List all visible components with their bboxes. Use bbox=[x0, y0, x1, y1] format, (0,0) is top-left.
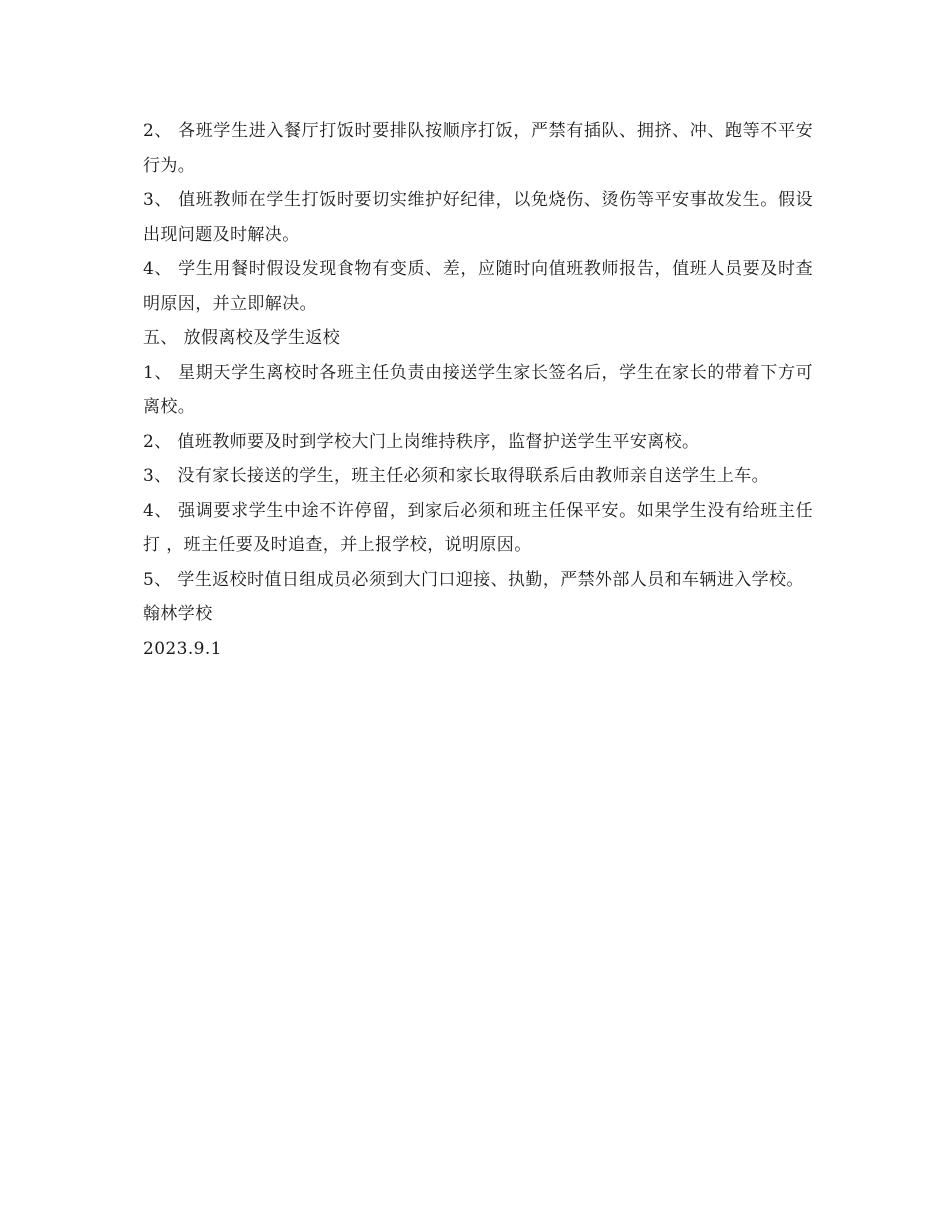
document-page bbox=[143, 114, 813, 666]
document-date: 2023.9.1 bbox=[143, 638, 222, 659]
paragraph-gate-duty: 2、 值班教师要及时到学校大门上岗维持秩序，监督护送学生平安离校。 bbox=[143, 431, 700, 452]
signature-school-name: 翰林学校 bbox=[143, 604, 213, 624]
paragraph-food-report: 4、 学生用餐时假设发现食物有变质、差，应随时向值班教师报告，值班人员要及时查明原因，并立即解决。 bbox=[143, 259, 813, 314]
paragraph-dining-queue: 2、 各班学生进入餐厅打饭时要排队按顺序打饭，严禁有插队、拥挤、冲、跑等不平安行为。 bbox=[143, 121, 813, 176]
paragraph-no-stopping: 4、 强调要求学生中途不许停留，到家后必须和班主任保平安。如果学生没有给班主任打 ，班主任要及时追查，并上报学校，说明原因。 bbox=[143, 500, 813, 555]
paragraph-teacher-discipline: 3、 值班教师在学生打饭时要切实维护好纪律，以免烧伤、烫伤等平安事故发生。假设出现问题及时解决。 bbox=[143, 190, 813, 245]
paragraph-no-parent-pickup: 3、 没有家长接送的学生，班主任必须和家长取得联系后由教师亲自送学生上车。 bbox=[143, 466, 770, 486]
paragraph-return-duty: 5、 学生返校时值日组成员必须到大门口迎接、执勤，严禁外部人员和车辆进入学校。 bbox=[143, 569, 804, 590]
paragraph-sunday-leave: 1、 星期天学生离校时各班主任负责由接送学生家长签名后，学生在家长的带着下方可离校。 bbox=[143, 362, 813, 417]
section-heading-leave-return: 五、 放假离校及学生返校 bbox=[143, 328, 341, 348]
